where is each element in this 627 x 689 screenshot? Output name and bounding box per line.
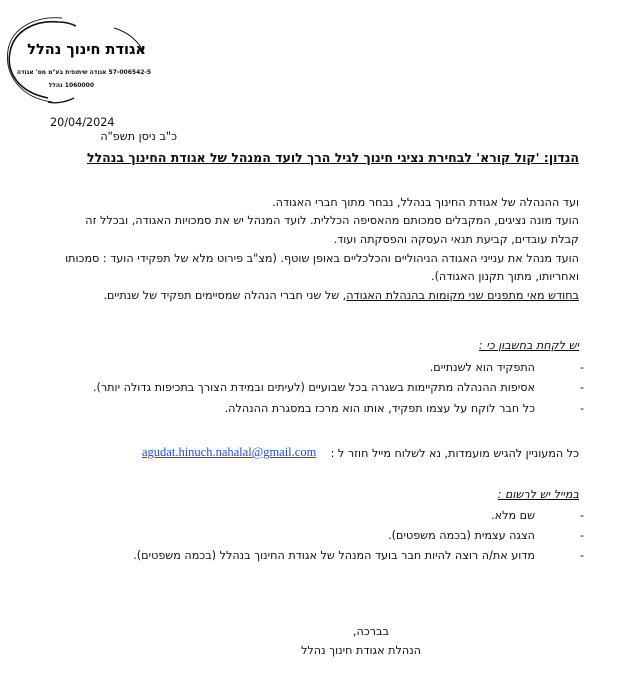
bullet-dash: - — [580, 402, 585, 415]
consideration-item — [430, 361, 535, 375]
intro-line-2: הועד מונה נציגים, המקבלים סמכותם מהאסיפה הכללית. לועד המנהל יש את סמכויות האגודה, ובכלל זה — [85, 214, 579, 227]
stamp-org-name: אגודת חינוך נהלל — [27, 42, 146, 58]
register-item — [388, 529, 535, 543]
contact-text: כל המעוניין להגיש מועמדות, נא לשלוח מייל חוזר ל : — [330, 447, 579, 460]
stamp-registration: 57-006542-5 אגודה שיתופית בע"מ מס' אגודה — [16, 69, 152, 76]
consideration-text: כל חבר לוקח על עצמו תפקיד, אותו הוא מרכז במסגרת ההנהלה. — [224, 402, 535, 415]
intro-line-1: ועד ההנהלה של אגודת החינוך בנהלל, נבחר מתוך חברי האגודה. — [272, 196, 579, 209]
bullet-dash: - — [580, 529, 585, 542]
organization-stamp — [4, 14, 154, 102]
bullet-dash: - — [580, 361, 585, 374]
register-item — [491, 509, 535, 523]
stamp-circle-graphic — [4, 14, 154, 106]
stamp-id-number: 1060000 נהלל — [48, 82, 94, 89]
consideration-text: אסיפות ההנהלה מתקיימות בשגרה בכל שבועיים (לעיתים ובמידת הצורך בתכיפות גדולה יותר). — [92, 381, 535, 394]
intro-line-6-rest: , של שני חברי הנהלה שמסיימים תפקיד של שנתיים. — [103, 289, 347, 302]
register-text: מדוע את/ה רוצה להיות חבר בועד המנהל של אגודת החינוך בנהלל (בכמה משפטים). — [133, 549, 535, 562]
date-gregorian: 20/04/2024 — [50, 116, 115, 129]
consideration-item — [225, 402, 535, 416]
subject-text: : 'קול קורא' לבחירת נציגי חינוך לגיל הרך לועד המנהל של אגודת החינוך בנהלל — [87, 150, 549, 165]
intro-line-3: קבלת עובדים, קביעת תנאי העסקה והפסקתה ועוד. — [333, 233, 579, 246]
considerations-heading: יש לקחת בחשבון כי : — [478, 339, 579, 352]
subject-line — [87, 150, 579, 166]
intro-line-6-underlined: בחודש מאי מתפנים שני מקומות בהנהלת האגודה — [346, 289, 579, 302]
register-item — [133, 549, 535, 563]
consideration-text: התפקיד הוא לשנתיים. — [429, 361, 535, 374]
email-link[interactable]: agudat.hinuch.nahalal@gmail.com — [142, 445, 317, 459]
closing-greeting: בברכה, — [352, 625, 389, 638]
register-text: שם מלא. — [491, 509, 535, 522]
intro-line-4: הועד מנהל את ענייני האגודה הניהוליים והכלכליים באופן שוטף. (מצ"ב פירוט מלא של תפקידי הועד : סמכותו — [65, 252, 579, 265]
intro-line-5: ואחריותו, מתוך תקנון האגודה). — [431, 270, 579, 283]
bullet-dash: - — [580, 549, 585, 562]
bullet-dash: - — [580, 381, 585, 394]
intro-line-6 — [103, 289, 579, 303]
register-text: הצגה עצמית (בכמה משפטים). — [388, 529, 535, 542]
register-heading: במייל יש לרשום : — [497, 488, 579, 501]
date-hebrew: כ"ב ניסן תשפ"ה — [100, 130, 177, 143]
consideration-item — [93, 381, 535, 395]
subject-label: הנדון — [548, 150, 579, 165]
bullet-dash: - — [580, 509, 585, 522]
closing-signature: הנהלת אגודת חינוך נהלל — [301, 644, 421, 657]
